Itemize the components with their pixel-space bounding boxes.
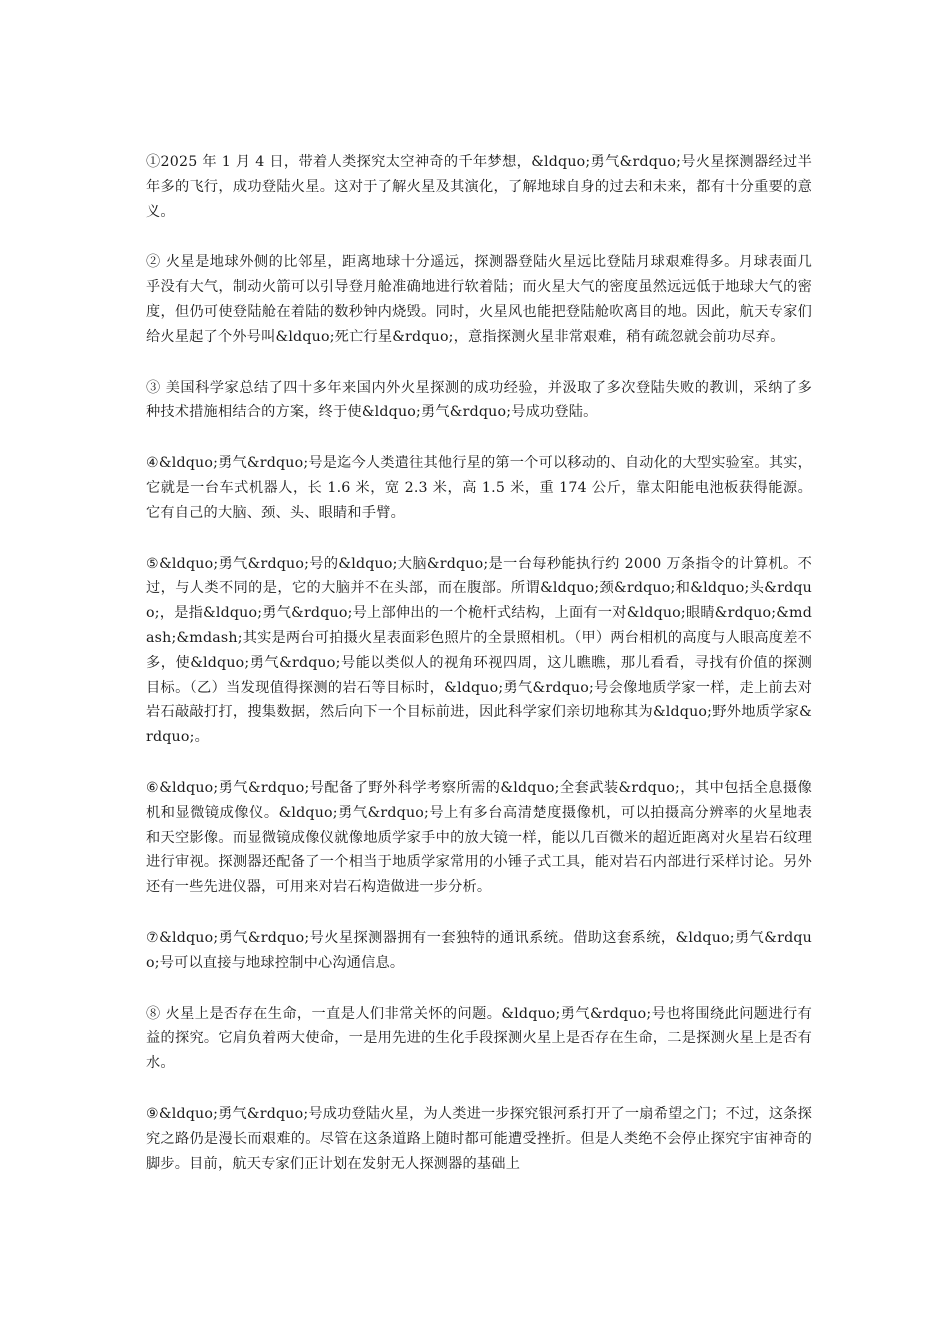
paragraph-6: ⑥&ldquo;勇气&rdquo;号配备了野外科学考察所需的&ldquo;全套武装&rdquo;，其中包括全息摄像机和显微镜成像仪。&ldquo;勇气&rdquo;号上有多台高清楚度摄像机，可以拍摄高分辨率的火星地表和天空影像。而显微镜成像仪就像地质学家手中的放大镜一样，能以几百微米的超近距离对火星岩石纹理进行审视。探测器还配备了一个相当于地质学家常用的小锤子式工具，能对岩石内部进行采样讨论。另外还有一些先进仪器，可用来对岩石构造做进一步分析。 <box>146 779 812 896</box>
paragraph-3: ③ 美国科学家总结了四十多年来国内外火星探测的成功经验，并汲取了多次登陆失败的教训，采纳了多种技术措施相结合的方案，终于使&ldquo;勇气&rdquo;号成功登陆。 <box>146 379 812 421</box>
paragraph-4: ④&ldquo;勇气&rdquo;号是迄今人类遣往其他行星的第一个可以移动的、自动化的大型实验室。其实，它就是一台车式机器人，长 1.6 米，宽 2.3 米，高 1.5 米，重 174 公斤，靠太阳能电池板获得能源。它有自己的大脑、颈、头、眼睛和手臂。 <box>146 455 812 521</box>
paragraph-5: ⑤&ldquo;勇气&rdquo;号的&ldquo;大脑&rdquo;是一台每秒能执行约 2000 万条指令的计算机。不过，与人类不同的是，它的大脑并不在头部，而在腹部。所谓&ldquo;颈&rdquo;和&ldquo;头&rdquo;，是指&ldquo;勇气&rdquo;号上部伸出的一个桅杆式结构，上面有一对&ldquo;眼睛&rdquo;&mdash;&mdash;其实是两台可拍摄火星表面彩色照片的全景照相机。（甲）两台相机的高度与人眼高度差不多，使&ldquo;勇气&rdquo;号能以类似人的视角环视四周，这儿瞧瞧，那儿看看，寻找有价值的探测目标。（乙）当发现值得探测的岩石等目标时，&ldquo;勇气&rdquo;号会像地质学家一样，走上前去对岩石敲敲打打，搜集数据，然后向下一个目标前进，因此科学家们亲切地称其为&ldquo;野外地质学家&rdquo;。 <box>146 555 812 746</box>
paragraph-7: ⑦&ldquo;勇气&rdquo;号火星探测器拥有一套独特的通讯系统。借助这套系统，&ldquo;勇气&rdquo;号可以直接与地球控制中心沟通信息。 <box>146 929 812 971</box>
paragraph-2: ② 火星是地球外侧的比邻星，距离地球十分遥远，探测器登陆火星远比登陆月球艰难得多。月球表面几乎没有大气，制动火箭可以引导登月舱准确地进行软着陆；而火星大气的密度虽然远远低于地球大气的密度，但仍可使登陆舱在着陆的数秒钟内烧毁。同时，火星风也能把登陆舱吹离目的地。因此，航天专家们给火星起了个外号叫&ldquo;死亡行星&rdquo;，意指探测火星非常艰难，稍有疏忽就会前功尽弃。 <box>146 254 812 345</box>
paragraph-8: ⑧ 火星上是否存在生命，一直是人们非常关怀的问题。&ldquo;勇气&rdquo;号也将围绕此问题进行有益的探究。它肩负着两大使命，一是用先进的生化手段探测火星上是否存在生命，二是探测火星上是否有水。 <box>146 1005 812 1072</box>
article-body <box>146 150 812 1176</box>
paragraph-1: ①2025 年 1 月 4 日，带着人类探究太空神奇的千年梦想，&ldquo;勇气&rdquo;号火星探测器经过半年多的飞行，成功登陆火星。这对于了解火星及其演化，了解地球自身的过去和未来，都有十分重要的意义。 <box>146 154 812 220</box>
paragraph-9: ⑨&ldquo;勇气&rdquo;号成功登陆火星，为人类进一步探究银河系打开了一扇希望之门；不过，这条探究之路仍是漫长而艰难的。尽管在这条道路上随时都可能遭受挫折。但是人类绝不会停止探究宇宙神奇的脚步。目前，航天专家们正计划在发射无人探测器的基础上 <box>146 1105 812 1172</box>
